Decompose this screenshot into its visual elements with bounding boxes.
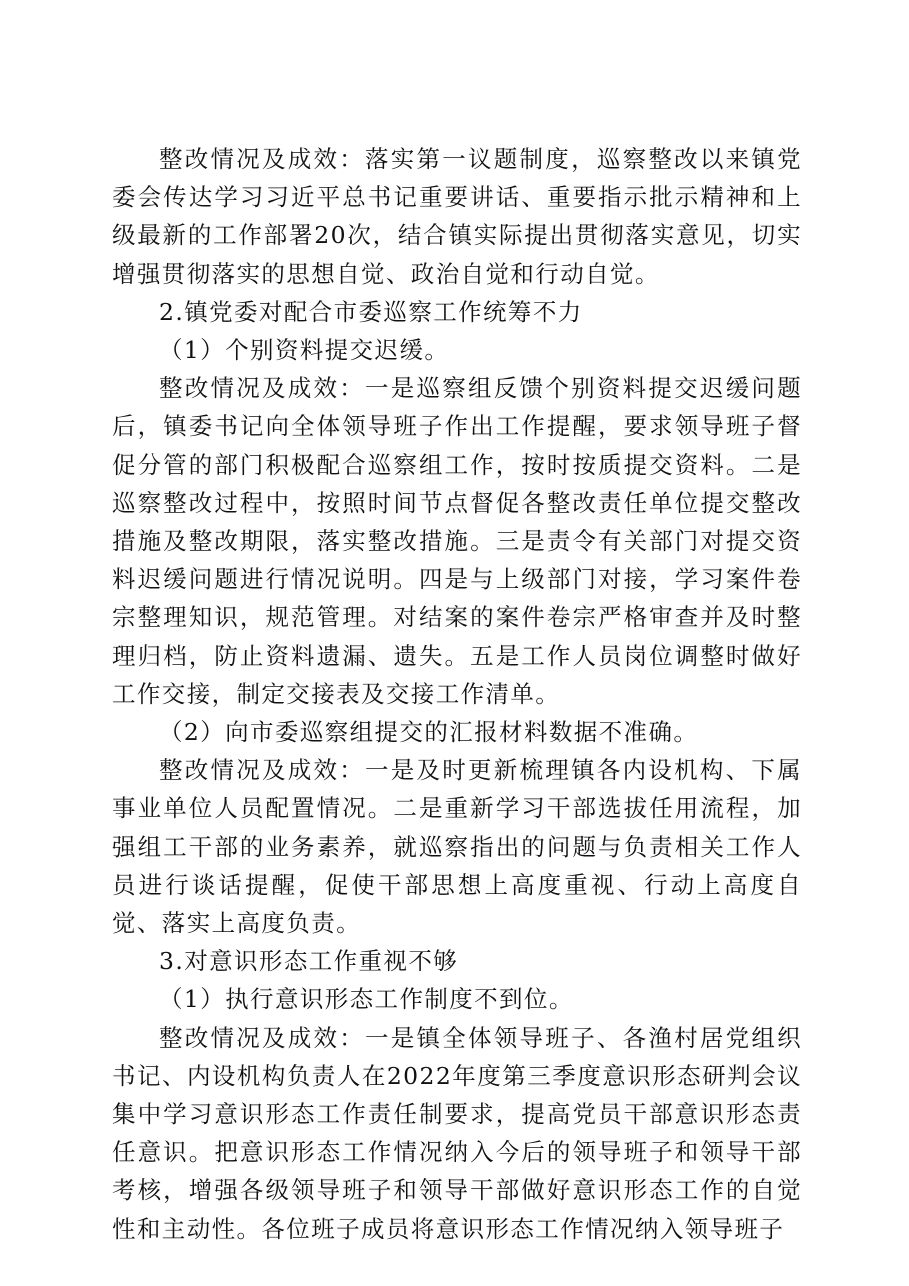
paragraph-rectification-4: 整改情况及成效：一是镇全体领导班子、各渔村居党组织书记、内设机构负责人在2022年度第三季度意识形态研判会议集中学习意识形态工作责任制要求，提高党员干部意识形态责任意识。把意识形态工作情况纳入今后的领导班子和领导干部考核，增强各级领导班子和领导干部做好意识形态工作的自觉性和主动性。各位班子成员将意识形态工作情况纳入领导班子	[112, 1023, 802, 1243]
section-heading-2: 2.镇党委对配合市委巡察工作统筹不力	[159, 297, 583, 326]
subheading-2-1: （1）个别资料提交迟缓。	[159, 336, 450, 365]
subheading-2-2: （2）向市委巡察组提交的汇报材料数据不准确。	[159, 718, 699, 747]
paragraph-rectification-1: 整改情况及成效：落实第一议题制度，巡察整改以来镇党委会传达学习习近平总书记重要讲话、重要指示批示精神和上级最新的工作部署20次，结合镇实际提出贯彻落实意见，切实增强贯彻落实的思想自觉、政治自觉和行动自觉。	[112, 145, 802, 288]
paragraph-rectification-2: 整改情况及成效：一是巡察组反馈个别资料提交迟缓问题后，镇委书记向全体领导班子作出工作提醒，要求领导班子督促分管的部门积极配合巡察组工作，按时按质提交资料。二是巡察整改过程中，按照时间节点督促各整改责任单位提交整改措施及整改期限，落实整改措施。三是责令有关部门对提交资料迟缓问题进行情况说明。四是与上级部门对接，学习案件卷宗整理知识，规范管理。对结案的案件卷宗严格审查并及时整理归档，防止资料遗漏、遗失。五是工作人员岗位调整时做好工作交接，制定交接表及交接工作清单。	[112, 374, 802, 708]
document-body	[112, 140, 802, 1248]
subheading-3-1: （1）执行意识形态工作制度不到位。	[159, 985, 574, 1014]
section-heading-3: 3.对意识形态工作重视不够	[159, 947, 459, 976]
paragraph-rectification-3: 整改情况及成效：一是及时更新梳理镇各内设机构、下属事业单位人员配置情况。二是重新学习干部选拔任用流程，加强组工干部的业务素养，就巡察指出的问题与负责相关工作人员进行谈话提醒，促使干部思想上高度重视、行动上高度自觉、落实上高度负责。	[112, 756, 802, 938]
